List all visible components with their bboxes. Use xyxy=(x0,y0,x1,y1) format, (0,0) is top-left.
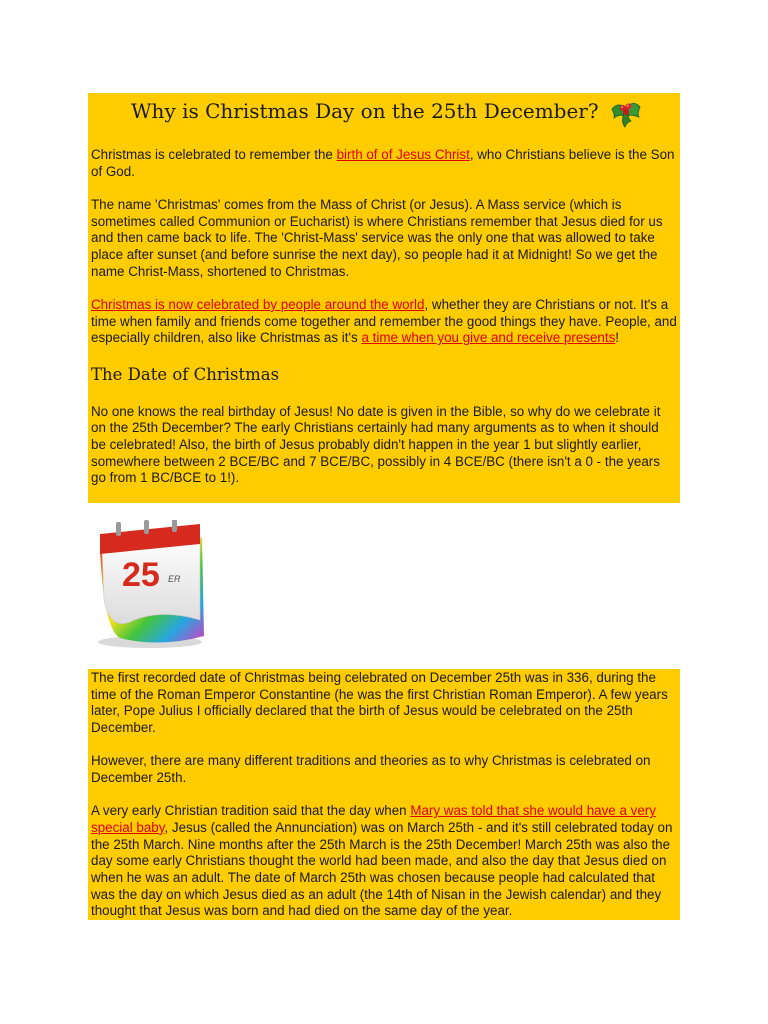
top-panel xyxy=(88,93,680,503)
intro-paragraph-2: The name 'Christmas' comes from the Mass of Christ (or Jesus). A Mass service (which is sometimes called Communion or Eucharist) is where Christians remember that Jesus died for us and then came back to life. The 'Christ-Mass' service was the only one that was allowed to take place after sunset (and before sunrise the next day), so people had it at Midnight! So we get the name Christ-Mass, shortened to Christmas. xyxy=(91,196,663,279)
calendar-day-text: 25 xyxy=(122,556,160,594)
intro-text: Christmas is celebrated to remember the xyxy=(91,147,337,162)
annunciation-link[interactable]: Mary was told that she would have a very special baby xyxy=(91,803,656,835)
calendar-month-text: ER xyxy=(168,574,181,584)
calendar-icon xyxy=(90,520,210,650)
history-paragraph-1: The first recorded date of Christmas being celebrated on December 25th was in 336, during the time of the Roman Emperor Constantine (he was the first Christian Roman Emperor). A few years later, Pope Julius I officially declared that the birth of Jesus would be celebrated on the 25th December. xyxy=(91,670,668,736)
birth-of-jesus-link[interactable]: birth of of Jesus Christ xyxy=(336,147,470,162)
page-title: Why is Christmas Day on the 25th December? xyxy=(131,99,599,123)
intro-text: ! xyxy=(615,330,620,346)
title-row xyxy=(91,93,677,147)
section-heading: The Date of Christmas xyxy=(91,364,280,384)
holly-icon xyxy=(609,95,643,129)
date-paragraph: No one knows the real birthday of Jesus! No date is given in the Bible, so why do we celebrate it on the 25th December? The early Christians certainly had many arguments as to when it should be celebrated! Also, the birth of Jesus probably didn't happen in the year 1 but slightly earlier, somewhere between 2 BCE/BC and 7 BCE/BC, possibly in 4 BCE/BC (there isn't a 0 - the years go from 1 BC/BCE to 1!). xyxy=(91,403,661,486)
intro-paragraph-1 xyxy=(91,147,677,180)
intro-text: , who Christians believe is the Son of God. xyxy=(91,147,675,179)
history-text: , Jesus (called the Annunciation) was on March 25th - and it's still celebrated today on the 25th March. Nine months after the 25th March is the 25th December! March 25th was also the day some early Christians thought the world had been made, and also the day that Jesus died on when he was an adult. The date of March 25th was chosen because people had calculated that was the day on which Jesus died as an adult (the 14th of Nisan in the Jewish calendar) and they thought that Jesus was born and had died on the same day of the year. xyxy=(91,819,673,919)
history-paragraph-3 xyxy=(91,803,677,920)
bottom-panel xyxy=(88,669,680,920)
history-text: A very early Christian tradition said that the day when xyxy=(91,803,411,819)
give-receive-presents-link[interactable]: a time when you give and receive presents xyxy=(361,330,616,346)
celebrated-worldwide-link[interactable]: Christmas is now celebrated by people around the world xyxy=(91,296,425,312)
intro-paragraph-3 xyxy=(91,297,677,347)
history-paragraph-2: However, there are many different traditions and theories as to why Christmas is celebrated on December 25th. xyxy=(91,753,651,786)
intro-text: , whether they are Christians or not. It's a time when family and friends come together and remember the good things they have. People, and especially children, also like Christmas as it's xyxy=(91,296,677,346)
